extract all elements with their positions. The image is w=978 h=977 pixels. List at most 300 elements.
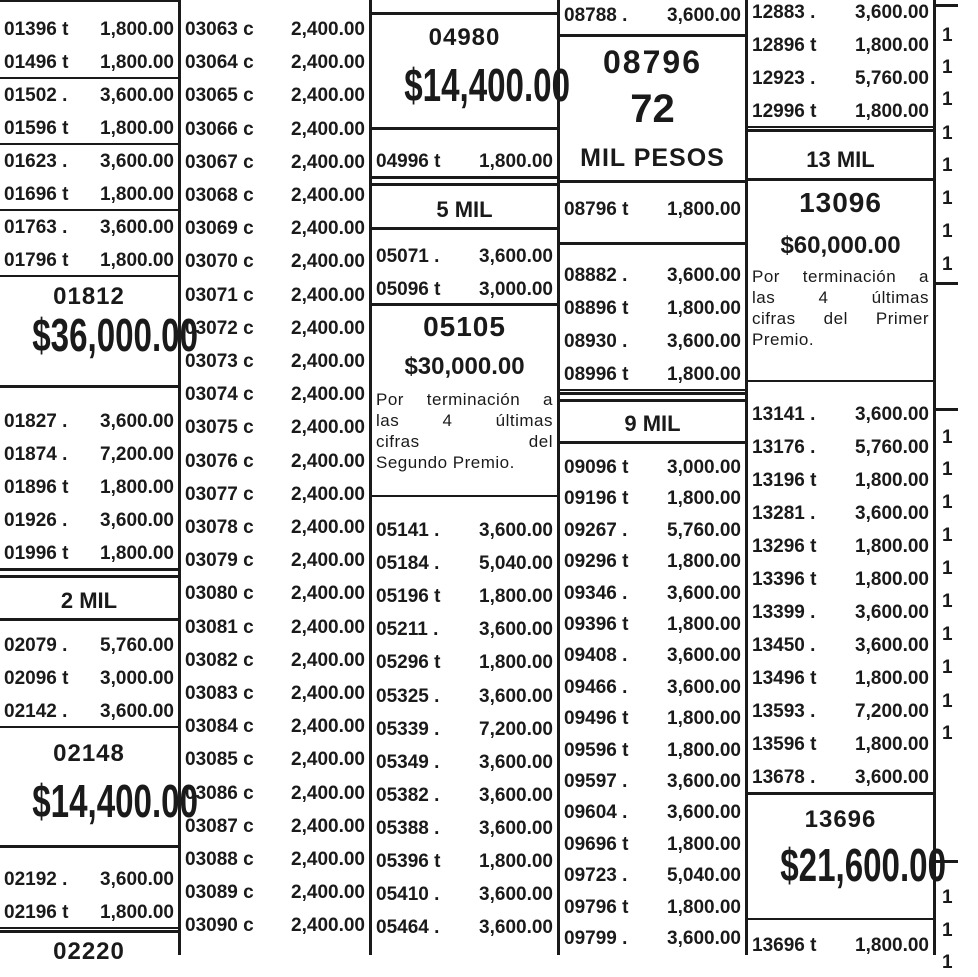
prize-value: 1,800.00 — [100, 118, 174, 139]
prize-value: 1,800.00 — [479, 652, 553, 674]
result-row — [181, 246, 369, 276]
prize-value: 1,800.00 — [855, 470, 929, 491]
prize-value: 2,400.00 — [291, 815, 365, 837]
rule — [748, 918, 933, 920]
prize-value: 2,400.00 — [291, 616, 365, 638]
prize-value: 5,760.00 — [667, 519, 741, 541]
rule — [0, 930, 178, 933]
prize-value: 3,600.00 — [479, 751, 553, 773]
prize-value: 1,800.00 — [100, 543, 174, 564]
truncated-glyph: 1 — [942, 723, 953, 744]
prize-value: 2,400.00 — [291, 417, 365, 439]
prize-value: 3,600.00 — [479, 884, 553, 906]
truncated-digit — [936, 150, 958, 180]
prize-value: 1,800.00 — [667, 708, 741, 730]
result-row — [372, 846, 557, 876]
ticket-number: 05296 t — [376, 652, 441, 674]
prize-number: 05105 — [423, 311, 506, 342]
truncated-digit — [936, 52, 958, 82]
result-row — [560, 326, 745, 356]
result-row — [748, 432, 933, 462]
truncated-digit — [936, 84, 958, 114]
prize-value: 1,800.00 — [479, 586, 553, 608]
truncated-digit — [936, 686, 958, 716]
prize-value: 7,200.00 — [100, 444, 174, 465]
ticket-number: 13141 . — [752, 404, 816, 425]
result-row — [372, 548, 557, 578]
result-row — [181, 313, 369, 343]
result-row — [560, 0, 745, 30]
result-row — [181, 545, 369, 575]
ticket-number: 09799 . — [564, 928, 628, 949]
result-row — [0, 406, 178, 436]
ticket-number: 09796 t — [564, 896, 629, 918]
ticket-number: 03089 c — [185, 882, 254, 904]
ticket-number: 13281 . — [752, 503, 816, 524]
truncated-digit — [936, 183, 958, 213]
prize-value: 7,200.00 — [855, 701, 929, 722]
ticket-number: 09723 . — [564, 865, 628, 887]
ticket-number: 01763 . — [4, 217, 68, 238]
prize-value: 2,400.00 — [291, 716, 365, 738]
prize-value: 1,800.00 — [100, 477, 174, 498]
rule — [372, 12, 557, 15]
result-row — [181, 180, 369, 210]
ticket-number: 05388 . — [376, 817, 440, 839]
prize-value: 1,800.00 — [855, 35, 929, 56]
ticket-number: 03065 c — [185, 85, 254, 107]
result-row — [372, 274, 557, 306]
truncated-glyph: 1 — [942, 624, 953, 645]
ticket-number: 03086 c — [185, 782, 254, 804]
rule — [748, 380, 933, 382]
result-row — [181, 412, 369, 442]
prize-value: 3,600.00 — [479, 520, 553, 541]
rule — [0, 618, 178, 621]
truncated-glyph: 1 — [942, 459, 953, 480]
prize-value: 1,800.00 — [100, 902, 174, 923]
note-line: cifras del Primer — [752, 309, 929, 328]
ticket-number: 08896 t — [564, 298, 629, 319]
ticket-number: 09596 t — [564, 739, 629, 761]
result-row — [181, 844, 369, 874]
ticket-number: 09396 t — [564, 614, 629, 635]
ticket-number: 01596 t — [4, 118, 69, 139]
prize-value: 1,800.00 — [855, 536, 929, 557]
result-row — [748, 729, 933, 759]
result-row — [748, 597, 933, 627]
result-row — [0, 47, 178, 79]
ticket-number: 03068 c — [185, 185, 254, 206]
result-row — [560, 892, 745, 922]
prize-amount: $21,600.00 — [780, 839, 947, 891]
result-row — [560, 609, 745, 639]
result-row — [372, 581, 557, 611]
prize-value: 3,600.00 — [855, 635, 929, 656]
prize-value: 3,600.00 — [667, 582, 741, 604]
prize-value: 3,600.00 — [479, 685, 553, 707]
ticket-number: 08788 . — [564, 5, 628, 26]
result-row — [0, 505, 178, 535]
ticket-number: 13496 t — [752, 668, 817, 689]
results-column-5 — [748, 0, 947, 956]
prize-value: 2,400.00 — [291, 118, 365, 140]
prize-value: 5,760.00 — [855, 437, 929, 458]
ticket-number: 13399 . — [752, 602, 816, 623]
ticket-number: 13396 t — [752, 569, 817, 590]
prize-value: 5,040.00 — [667, 865, 741, 887]
ticket-number: 09466 . — [564, 676, 628, 698]
ticket-number: 03088 c — [185, 849, 254, 870]
truncated-glyph: 1 — [942, 254, 953, 275]
truncated-glyph: 1 — [942, 427, 953, 448]
ticket-number: 05349 . — [376, 751, 440, 773]
result-row — [0, 630, 178, 660]
result-row — [181, 446, 369, 476]
truncated-digit — [936, 553, 958, 583]
result-row — [560, 194, 745, 224]
ticket-number: 01396 t — [4, 19, 69, 40]
result-row — [560, 735, 745, 765]
ticket-number: 05382 . — [376, 784, 440, 806]
result-row — [181, 811, 369, 841]
prize-value: 1,800.00 — [100, 19, 174, 40]
prize-value: 7,200.00 — [479, 718, 553, 740]
truncated-digit — [936, 487, 958, 517]
section-header: 5 MIL — [436, 197, 493, 222]
prize-value: 1,800.00 — [855, 569, 929, 590]
prize-amount: $30,000.00 — [404, 353, 525, 380]
ticket-number: 12996 t — [752, 101, 817, 122]
ticket-number: 03085 c — [185, 749, 254, 771]
truncated-glyph: 1 — [942, 492, 953, 513]
prize-value: 1,800.00 — [479, 851, 553, 872]
result-row — [0, 439, 178, 469]
prize-value: 3,000.00 — [100, 668, 174, 689]
result-row — [560, 359, 745, 391]
result-row — [560, 483, 745, 513]
note-line: Por terminación a — [752, 267, 929, 286]
prize-value: 1,800.00 — [855, 101, 929, 122]
ticket-number: 09604 . — [564, 802, 628, 824]
prize-value: 2,400.00 — [291, 782, 365, 804]
prize-value: 3,600.00 — [855, 602, 929, 623]
prize-value: 1,800.00 — [667, 364, 741, 385]
prize-value: 1,800.00 — [667, 199, 741, 220]
result-row — [0, 472, 178, 502]
rule — [936, 4, 958, 7]
ticket-number: 03090 c — [185, 915, 254, 937]
result-row — [372, 912, 557, 942]
result-row — [560, 546, 745, 576]
result-row — [560, 293, 745, 323]
ticket-number: 03073 c — [185, 351, 254, 372]
ticket-number: 03082 c — [185, 649, 254, 671]
result-row — [372, 681, 557, 711]
ticket-number: 09196 t — [564, 488, 629, 510]
ticket-number: 05396 t — [376, 851, 441, 872]
rule — [372, 127, 557, 130]
prize-value: 2,400.00 — [291, 52, 365, 74]
prize-value: 1,800.00 — [667, 551, 741, 573]
results-column-4 — [560, 0, 745, 955]
double-rule — [560, 392, 745, 402]
prize-value: 1,800.00 — [667, 833, 741, 855]
result-row — [181, 213, 369, 243]
ticket-number: 03083 c — [185, 683, 254, 704]
result-row — [181, 778, 369, 808]
ticket-number: 12923 . — [752, 68, 816, 89]
prize-value: 1,800.00 — [667, 896, 741, 918]
note-line: Segundo Premio. — [376, 453, 515, 472]
rule — [372, 227, 557, 230]
truncated-glyph: 1 — [942, 89, 953, 110]
section-header: 9 MIL — [624, 411, 681, 436]
note-line: las 4 últimas — [752, 288, 929, 307]
result-row — [181, 346, 369, 376]
prize-value: 3,600.00 — [100, 151, 174, 172]
rule — [748, 178, 933, 181]
prize-value: 1,800.00 — [855, 668, 929, 689]
result-row — [560, 703, 745, 733]
ticket-number: 05325 . — [376, 685, 440, 707]
ticket-number: 04996 t — [376, 151, 441, 172]
ticket-number: 03075 c — [185, 417, 254, 439]
ticket-number: 13696 t — [752, 935, 817, 956]
prize-value: 2,400.00 — [291, 384, 365, 406]
result-row — [372, 241, 557, 271]
prize-value: 1,800.00 — [100, 184, 174, 205]
prize-value: 5,760.00 — [855, 68, 929, 89]
ticket-number: 09296 t — [564, 551, 629, 573]
ticket-number: 01502 . — [4, 85, 68, 106]
result-row — [0, 179, 178, 211]
prize-value: 3,600.00 — [855, 2, 929, 23]
result-row — [748, 63, 933, 93]
ticket-number: 03076 c — [185, 450, 254, 472]
result-row — [748, 564, 933, 594]
ticket-number: 08882 . — [564, 265, 628, 286]
ticket-number: 03069 c — [185, 218, 254, 240]
rule — [560, 180, 745, 183]
truncated-glyph: 1 — [942, 123, 953, 144]
ticket-number: 05196 t — [376, 586, 441, 608]
prize-value: 2,400.00 — [291, 185, 365, 206]
ticket-number: 01827 . — [4, 411, 68, 432]
prize-value: 1,800.00 — [100, 52, 174, 73]
prize-value: 2,400.00 — [291, 351, 365, 372]
ticket-number: 13296 t — [752, 536, 817, 557]
result-row — [181, 744, 369, 774]
ticket-number: 03071 c — [185, 284, 254, 306]
ticket-number: 13593 . — [752, 701, 816, 722]
result-row — [748, 0, 933, 27]
rule — [936, 408, 958, 411]
ticket-number: 03063 c — [185, 19, 254, 40]
note-line: cifras del — [376, 432, 553, 451]
result-row — [0, 146, 178, 176]
truncated-glyph: 1 — [942, 57, 953, 78]
prize-value: 2,400.00 — [291, 915, 365, 937]
rule — [936, 282, 958, 285]
prize-amount: $60,000.00 — [780, 232, 901, 259]
ticket-number: 01496 t — [4, 52, 69, 73]
prize-value: 2,400.00 — [291, 218, 365, 240]
truncated-digit — [936, 586, 958, 616]
result-row — [181, 512, 369, 542]
ticket-number: 12896 t — [752, 35, 817, 56]
truncated-digit — [936, 915, 958, 945]
truncated-glyph: 1 — [942, 25, 953, 46]
prize-value: 3,600.00 — [667, 928, 741, 949]
truncated-digit — [936, 619, 958, 649]
prize-amount: $36,000.00 — [32, 309, 199, 361]
truncated-digit — [936, 422, 958, 452]
prize-amount: $14,400.00 — [32, 775, 199, 827]
prize-value: 2,400.00 — [291, 849, 365, 870]
ticket-number: 01623 . — [4, 151, 68, 172]
prize-value: 1,800.00 — [855, 734, 929, 755]
truncated-digit — [936, 718, 958, 748]
result-row — [748, 96, 933, 128]
note-line: Por terminación a — [376, 390, 553, 409]
result-row — [372, 146, 557, 176]
result-row — [560, 578, 745, 608]
prize-value: 2,400.00 — [291, 749, 365, 771]
truncated-digit — [936, 882, 958, 912]
prize-value: 3,600.00 — [100, 869, 174, 890]
truncated-digit — [936, 118, 958, 148]
ticket-number: 05141 . — [376, 520, 440, 541]
prize-value: 2,400.00 — [291, 483, 365, 505]
result-row — [181, 14, 369, 44]
prize-value: 1,800.00 — [100, 250, 174, 271]
rule — [748, 129, 933, 132]
result-row — [560, 260, 745, 290]
truncated-digit — [936, 652, 958, 682]
result-row — [0, 80, 178, 110]
result-row — [748, 630, 933, 660]
ticket-number: 13196 t — [752, 470, 817, 491]
prize-value: 2,400.00 — [291, 317, 365, 339]
ticket-number: 03077 c — [185, 483, 254, 505]
result-row — [0, 14, 178, 44]
result-row — [748, 930, 933, 960]
prize-value: 3,600.00 — [667, 5, 741, 26]
prize-value: 3,600.00 — [100, 411, 174, 432]
ticket-number: 13450 . — [752, 635, 816, 656]
prize-value: 1,800.00 — [855, 935, 929, 956]
result-row — [560, 766, 745, 796]
prize-value: 3,600.00 — [479, 917, 553, 939]
ticket-number: 13176 . — [752, 437, 816, 458]
truncated-glyph: 1 — [942, 887, 953, 908]
result-row — [372, 515, 557, 545]
ticket-number: 03072 c — [185, 317, 254, 339]
prize-value: 3,600.00 — [855, 767, 929, 788]
truncated-glyph: 1 — [942, 920, 953, 941]
prize-value: 3,600.00 — [667, 265, 741, 286]
ticket-number: 03066 c — [185, 118, 254, 140]
truncated-digit — [936, 454, 958, 484]
ticket-number: 02096 t — [4, 668, 69, 689]
ticket-number: 09696 t — [564, 833, 629, 855]
ticket-number: 12883 . — [752, 2, 816, 23]
truncated-glyph: 1 — [942, 525, 953, 546]
result-row — [181, 877, 369, 907]
result-row — [560, 672, 745, 702]
result-row — [181, 114, 369, 144]
result-row — [0, 245, 178, 277]
result-row — [0, 897, 178, 929]
prize-value: 2,400.00 — [291, 649, 365, 671]
result-row — [0, 538, 178, 570]
ticket-number: 08930 . — [564, 331, 628, 352]
ticket-number: 01796 t — [4, 250, 69, 271]
ticket-number: 05211 . — [376, 619, 439, 641]
result-row — [181, 147, 369, 177]
ticket-number: 09496 t — [564, 708, 629, 730]
result-row — [560, 515, 745, 545]
truncated-glyph: 1 — [942, 591, 953, 612]
prize-line: MIL PESOS — [580, 144, 725, 172]
ticket-number: 03067 c — [185, 151, 254, 173]
rule — [0, 0, 178, 2]
section-header: 2 MIL — [60, 588, 118, 613]
prize-value: 2,400.00 — [291, 550, 365, 572]
ticket-number: 01996 t — [4, 543, 69, 564]
prize-value: 3,600.00 — [479, 246, 553, 267]
ticket-number: 03081 c — [185, 616, 254, 638]
section-header: 13 MIL — [806, 147, 875, 172]
prize-value: 2,400.00 — [291, 85, 365, 107]
result-row — [181, 280, 369, 310]
result-row — [0, 663, 178, 693]
ticket-number: 01696 t — [4, 184, 69, 205]
ticket-number: 08996 t — [564, 364, 629, 385]
rule — [372, 495, 557, 497]
result-row — [748, 30, 933, 60]
ticket-number: 05464 . — [376, 917, 440, 939]
result-row — [0, 113, 178, 145]
result-row — [748, 696, 933, 726]
prize-value: 3,600.00 — [667, 802, 741, 824]
prize-number: 13096 — [799, 187, 882, 218]
ticket-number: 03070 c — [185, 251, 254, 273]
note-line: las 4 últimas — [376, 411, 553, 430]
ticket-number: 03064 c — [185, 52, 254, 74]
ticket-number: 03084 c — [185, 716, 254, 738]
result-row — [560, 860, 745, 890]
ticket-number: 02196 t — [4, 902, 69, 923]
ticket-number: 01874 . — [4, 444, 68, 465]
result-row — [181, 379, 369, 409]
result-row — [560, 797, 745, 827]
result-row — [560, 452, 745, 482]
ticket-number: 08796 t — [564, 199, 629, 220]
prize-number: 02148 — [53, 740, 125, 767]
prize-value: 3,000.00 — [667, 457, 741, 478]
ticket-number: 09267 . — [564, 519, 628, 541]
prize-value: 2,400.00 — [291, 517, 365, 538]
prize-value: 1,800.00 — [667, 614, 741, 635]
truncated-glyph: 1 — [942, 691, 953, 712]
prize-number: 08796 — [603, 44, 702, 80]
result-row — [181, 711, 369, 741]
prize-value: 3,600.00 — [479, 817, 553, 839]
prize-value: 2,400.00 — [291, 882, 365, 904]
truncated-glyph: 1 — [942, 657, 953, 678]
